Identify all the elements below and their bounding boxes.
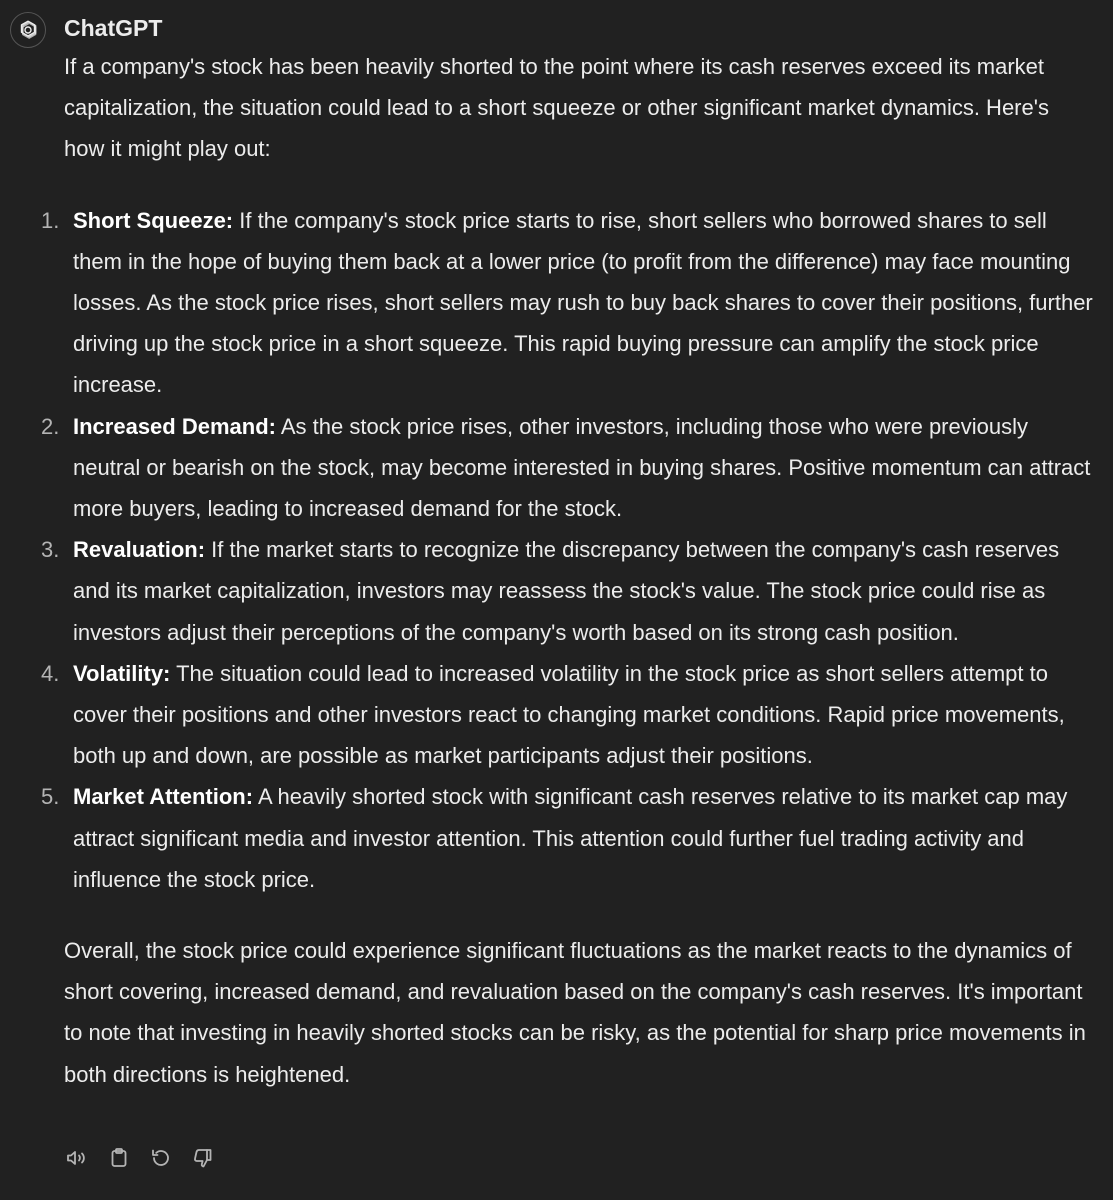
regenerate-button[interactable] — [148, 1145, 174, 1171]
intro-paragraph: If a company's stock has been heavily shorted to the point where its cash reserves exceed its market capitalization, the situation could lead to a short squeeze or other significant market dynamics. Here's how it might play out: — [64, 54, 1049, 162]
thumbs-down-button[interactable] — [190, 1145, 216, 1171]
list-number: 4. — [41, 660, 60, 686]
list-item-title: Increased Demand: — [73, 413, 276, 439]
list-item-text: If the company's stock price starts to rise, short sellers who borrowed shares to sell them in the hope of buying them back at a lower price (to profit from the difference) may face mounting losses. As the stock price rises, short sellers may rush to buy back shares to cover their positions, further driving up the stock price in a short squeeze. This rapid buying pressure can amplify the stock price increase. — [73, 207, 1093, 398]
numbered-list — [41, 200, 1094, 900]
list-item — [41, 776, 1094, 900]
copy-button[interactable] — [106, 1145, 132, 1171]
list-item-text: The situation could lead to increased volatility in the stock price as short sellers attempt to cover their positions and other investors react to changing market conditions. Rapid price movements, both up and down, are possible as market participants adjust their positions. — [73, 660, 1065, 769]
list-number: 3. — [41, 537, 60, 563]
message-author: ChatGPT — [64, 15, 163, 41]
message-actions — [64, 1145, 216, 1171]
message-body — [41, 46, 1094, 1095]
copy-icon — [107, 1146, 131, 1170]
list-item-text: A heavily shorted stock with significant cash reserves relative to its market cap may attract significant media and investor attention. This attention could further fuel trading activity and influence the stock price. — [73, 784, 1068, 892]
chatgpt-avatar — [10, 12, 46, 48]
regenerate-icon — [149, 1146, 173, 1170]
list-item — [41, 200, 1094, 406]
list-number: 5. — [41, 784, 60, 810]
list-number: 1. — [41, 207, 60, 233]
list-item-title: Revaluation: — [73, 537, 206, 563]
outro-paragraph: Overall, the stock price could experience significant fluctuations as the market reacts to the dynamics of short covering, increased demand, and revaluation based on the company's cash reserves. It's important to note that investing in heavily shorted stocks can be risky, as the potential for sharp price movements in both directions is heightened. — [64, 938, 1086, 1087]
list-item-title: Short Squeeze: — [73, 207, 234, 233]
openai-logo-icon — [16, 18, 40, 42]
speaker-icon — [65, 1146, 89, 1170]
list-item-text: As the stock price rises, other investors, including those who were previously neutral or bearish on the stock, may become interested in buying shares. Positive momentum can attract more buyers, leading to increased demand for the stock. — [73, 413, 1091, 522]
list-item-title: Volatility: — [73, 660, 171, 686]
list-item-title: Market Attention: — [73, 784, 254, 810]
list-item — [41, 653, 1094, 777]
list-item — [41, 529, 1094, 653]
list-item — [41, 406, 1094, 530]
list-item-text: If the market starts to recognize the discrepancy between the company's cash reserves and its market capitalization, investors may reassess the stock's value. The stock price could rise as investors adjust their perceptions of the company's worth based on its strong cash position. — [73, 537, 1060, 645]
thumbs-down-icon — [191, 1146, 215, 1170]
read-aloud-button[interactable] — [64, 1145, 90, 1171]
list-number: 2. — [41, 413, 60, 439]
